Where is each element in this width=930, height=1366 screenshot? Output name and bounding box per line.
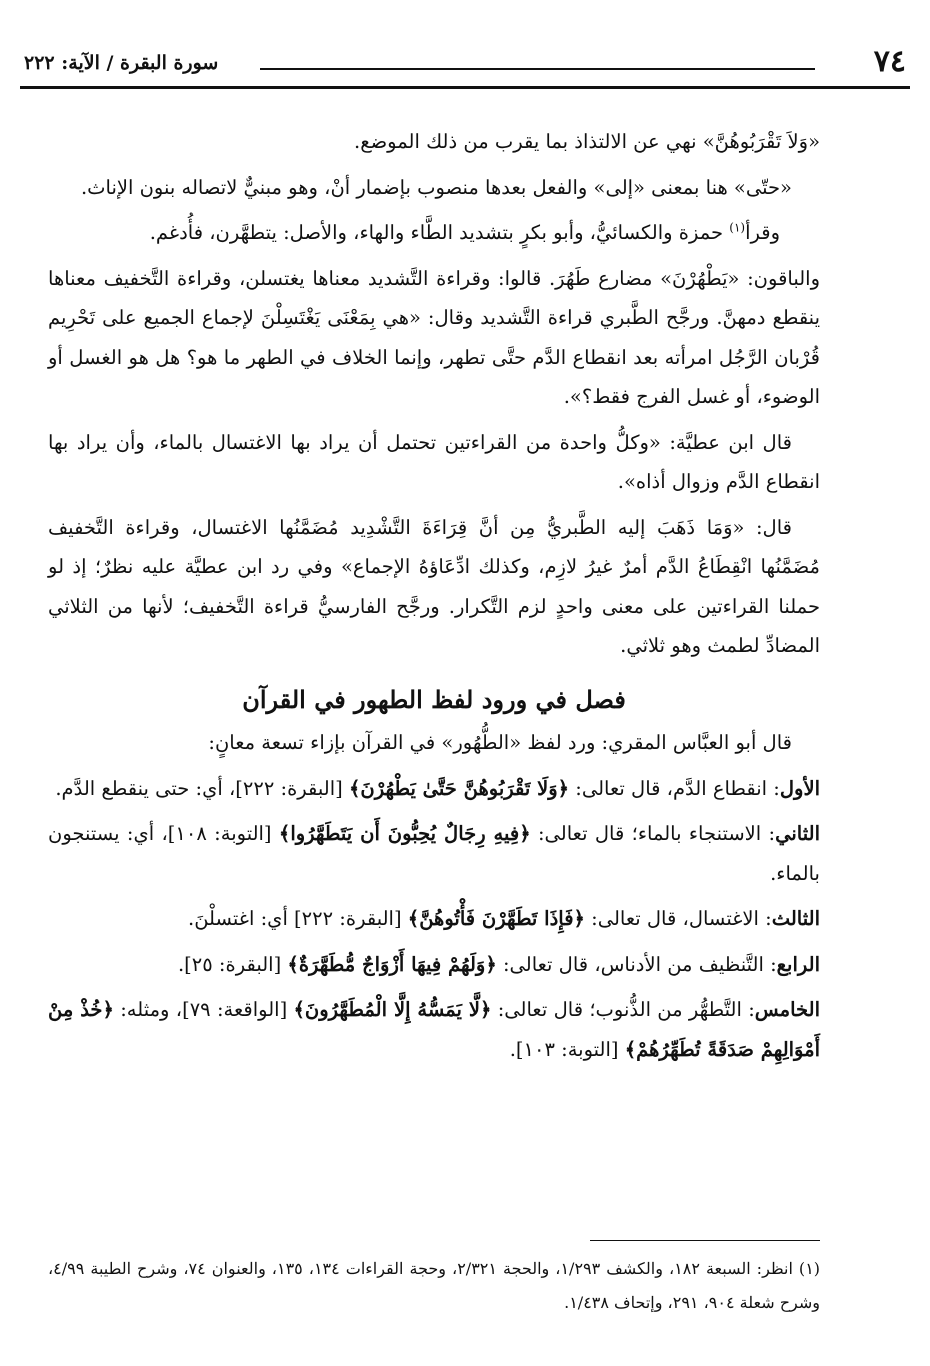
qara-prefix: وقرأ: [745, 221, 780, 244]
paragraph-qiraa: [48, 213, 820, 253]
meaning-text: : الاغتسال، قال تعالى:: [584, 907, 772, 930]
meaning-ordinal: الثاني: [775, 822, 820, 845]
paragraph-text: حمزة والكسائيُّ، وأبو بكرٍ بتشديد الطَّاء والهاء، والأصل: يتطهَّرن، فأُدغم.: [149, 221, 724, 244]
page-number: ٧٤: [873, 44, 906, 79]
meaning-text: : التَّطهُّر من الذُّنوب؛ قال تعالى:: [491, 998, 755, 1021]
meaning-text: [البقرة: ٢٥].: [177, 952, 288, 976]
quran-verse: ﴿لَّا يَمَسُّهُ إِلَّا الْمُطَهَّرُونَ﴾: [293, 998, 492, 1021]
meaning-text: : التَّنظيف من الأدناس، قال تعالى:: [496, 952, 777, 976]
meaning-text: : انقطاع الدَّم، قال تعالى:: [569, 776, 780, 800]
meaning-ordinal: الثالث: [771, 907, 820, 930]
meaning-item: [48, 899, 820, 939]
header-rule: [20, 86, 910, 89]
meaning-item: [48, 769, 820, 809]
meaning-text: [الواقعة: ٧٩]، ومثله:: [113, 998, 294, 1021]
paragraph: «حتّى» هنا بمعنى «إلى» والفعل بعدها منصوب بإضمار أنْ، وهو مبنيٌّ لاتصاله بنون الإناث.: [80, 175, 792, 199]
quran-verse: ﴿فِيهِ رِجَالٌ يُحِبُّونَ أَن يَتَطَهَّرُوا﴾: [278, 822, 531, 845]
paragraph: قال ابن عطيَّة: «وكلُّ واحدة من القراءتين تحتمل أن يراد بها الاغتسال بالماء، وأن يراد بها انقطاع الدَّم وزوال أذاه».: [48, 430, 820, 493]
paragraph: «وَلاَ تَقْرَبُوهُنَّ» نهي عن الالتذاذ بما يقرب من ذلك الموضع.: [354, 130, 820, 153]
footnote: (١) انظر: السبعة ١٨٢، والكشف ١/٢٩٣، والحجة ٢/٣٢١، وحجة القراءات ١٣٤، ١٣٥، والعنوان ٧٤، وشرح الطيبة ٤/٩٩، وشرح شعلة ٩٠٤، ٢٩١، وإتحاف ١/٤٣٨.: [48, 1259, 821, 1312]
meaning-ordinal: الخامس: [754, 998, 820, 1021]
page-header: [20, 42, 910, 86]
meaning-ordinal: الرابع: [776, 952, 820, 976]
meaning-item: [48, 945, 820, 985]
footnote-rule: [590, 1240, 820, 1241]
running-title: سورة البقرة / الآية: ٢٢٢: [24, 52, 219, 74]
meaning-text: [التوبة: ١٠٣].: [509, 1037, 625, 1061]
footnote-marker: (١): [729, 220, 746, 235]
meaning-item: [48, 814, 820, 893]
intro-paragraph: قال أبو العبَّاس المقري: ورد لفظ «الطُّهُور» في القرآن بإزاء تسعة معانٍ:: [208, 731, 792, 754]
quran-verse: ﴿وَلَهُمْ فِيهَا أَزْوَاجٌ مُّطَهَّرَةٌ﴾: [287, 952, 497, 976]
section-heading: فصل في ورود لفظ الطهور في القرآن: [242, 684, 626, 714]
paragraph: والباقون: «يَطْهُرْنَ» مضارع طَهُرَ. قالوا: وقراءة التَّشديد معناها يغتسلن، وقراءة التَّخفيف معناها ينقطع دمهنَّ. ورجَّح الطَّبري قراءة التَّشديد وقال: «هي بِمَعْنَى يَغْتَسِلْنَ لإجماع الجميع على تَحْرِيم قُرْبان الرَّجُل امرأته بعد انقطاع الدَّم حتَّى تطهر، وإنما الخلاف في الطهر ما هو؟ هل هو الغسل أو الوضوء، أو غسل الفرج فقط؟».: [48, 266, 820, 408]
header-line: [260, 68, 815, 70]
meaning-text: [التوبة: ١٠٨]، أي: يستنجون بالماء.: [48, 822, 820, 885]
quran-verse: ﴿فَإِذَا تَطَهَّرْنَ فَأْتُوهُنَّ﴾: [407, 907, 585, 930]
page-body: [48, 122, 820, 1075]
meaning-ordinal: الأول: [779, 776, 820, 800]
meaning-text: [البقرة: ٢٢٢]، أي: حتى ينقطع الدَّم.: [55, 776, 349, 800]
meaning-text: [البقرة: ٢٢٢] أي: اغتسلْنَ.: [188, 907, 408, 930]
quran-verse: ﴿خُذْ مِنْ أَمْوَالِهِمْ صَدَقَةً تُطَهِّرُهُمْ﴾: [48, 998, 820, 1061]
quran-verse: ﴿وَلَا تَقْرَبُوهُنَّ حَتَّىٰ يَطْهُرْنَ﴾: [348, 776, 570, 800]
meaning-item: [48, 990, 820, 1069]
paragraph: قال: «وَمَا ذَهَبَ إليه الطَّبريُّ مِن أنَّ قِرَاءَةَ التَّشْدِيد مُضَمَّنُها الاغتسال، وقراءة التَّخفيف مُضَمَّنُها انْقِطَاعُ الدَّم أمرٌ غيرُ لازِم، وكذلك ادِّعَاؤهُ الإجماع» وفي رد ابن عطيَّة عليه نظرٌ؛ إذ لو حملنا القراءتين على معنى واحدٍ لزم التَّكرار. ورجَّح الفارسيُّ قراءة التَّخفيف؛ لأنها من الثلاثي المضادِّ لطمث وهو ثلاثي.: [48, 515, 820, 657]
meaning-text: : الاستنجاء بالماء؛ قال تعالى:: [530, 822, 776, 845]
